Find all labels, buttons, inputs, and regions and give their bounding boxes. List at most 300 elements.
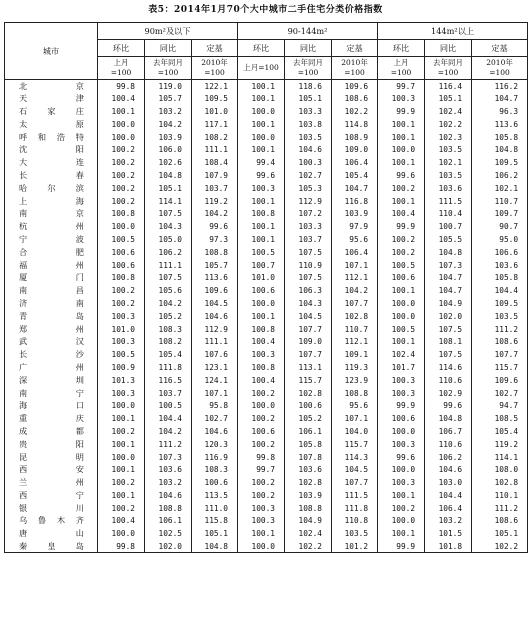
index-value-cell: 112.1	[332, 335, 378, 348]
index-value-cell: 101.5	[425, 527, 472, 540]
index-value-cell: 113.6	[472, 118, 528, 131]
index-value-cell: 110.6	[425, 438, 472, 451]
index-value-cell: 104.7	[472, 92, 528, 105]
base-2010-label: 2010年 =100	[192, 57, 238, 80]
index-value-cell: 90.7	[472, 220, 528, 233]
index-value-cell: 106.1	[285, 425, 332, 438]
index-value-cell: 103.9	[145, 131, 192, 144]
index-value-cell: 109.0	[332, 143, 378, 156]
table-row	[5, 527, 528, 540]
index-value-cell: 100.7	[238, 259, 285, 272]
index-value-cell: 102.2	[332, 105, 378, 118]
base-yoy-label: 去年同月 =100	[425, 57, 472, 80]
index-value-cell: 108.0	[472, 463, 528, 476]
city-name-cell: 合 肥	[5, 246, 98, 259]
index-value-cell: 104.8	[425, 246, 472, 259]
city-name-cell: 太 原	[5, 118, 98, 131]
index-value-cell: 100.0	[238, 105, 285, 118]
index-value-cell: 100.2	[378, 233, 425, 246]
index-value-cell: 100.4	[98, 515, 145, 528]
index-value-cell: 100.1	[98, 438, 145, 451]
city-name-cell: 沈 阳	[5, 143, 98, 156]
city-name-cell: 北 京	[5, 80, 98, 93]
city-name-cell: 秦皇岛	[5, 540, 98, 553]
table-row	[5, 335, 528, 348]
index-value-cell: 108.2	[192, 131, 238, 144]
index-value-cell: 105.0	[145, 233, 192, 246]
city-name-cell: 南 昌	[5, 284, 98, 297]
index-value-cell: 100.5	[98, 348, 145, 361]
table-row	[5, 297, 528, 310]
city-name-cell: 天 津	[5, 92, 98, 105]
index-value-cell: 97.9	[332, 220, 378, 233]
index-value-cell: 102.8	[285, 387, 332, 400]
city-name-cell: 西 宁	[5, 489, 98, 502]
index-value-cell: 100.1	[98, 463, 145, 476]
city-name-cell: 杭 州	[5, 220, 98, 233]
index-value-cell: 110.6	[425, 374, 472, 387]
table-row	[5, 361, 528, 374]
index-value-cell: 114.1	[145, 195, 192, 208]
index-value-cell: 111.2	[145, 438, 192, 451]
index-value-cell: 100.4	[238, 335, 285, 348]
index-value-cell: 109.5	[192, 92, 238, 105]
index-value-cell: 114.8	[332, 118, 378, 131]
index-value-cell: 97.3	[192, 233, 238, 246]
group-header-large: 144m²以上	[378, 23, 528, 40]
index-value-cell: 109.1	[332, 348, 378, 361]
table-row	[5, 259, 528, 272]
table-row	[5, 156, 528, 169]
index-value-cell: 100.4	[378, 207, 425, 220]
index-value-cell: 106.3	[285, 284, 332, 297]
index-value-cell: 105.2	[145, 310, 192, 323]
index-value-cell: 102.2	[285, 540, 332, 553]
index-value-cell: 100.2	[238, 438, 285, 451]
index-value-cell: 99.9	[378, 540, 425, 553]
index-value-cell: 100.2	[98, 169, 145, 182]
index-value-cell: 104.7	[332, 182, 378, 195]
index-value-cell: 100.1	[378, 284, 425, 297]
index-value-cell: 104.5	[192, 297, 238, 310]
index-value-cell: 111.5	[425, 195, 472, 208]
index-value-cell: 105.7	[192, 259, 238, 272]
index-value-cell: 102.9	[425, 387, 472, 400]
index-value-cell: 107.3	[145, 451, 192, 464]
city-name-cell: 石家庄	[5, 105, 98, 118]
table-row	[5, 412, 528, 425]
index-value-cell: 100.1	[238, 195, 285, 208]
index-value-cell: 106.6	[472, 246, 528, 259]
index-value-cell: 100.2	[98, 182, 145, 195]
index-value-cell: 100.3	[98, 310, 145, 323]
index-value-cell: 111.2	[472, 502, 528, 515]
index-value-cell: 100.0	[98, 451, 145, 464]
index-value-cell: 107.7	[472, 348, 528, 361]
index-value-cell: 100.2	[98, 143, 145, 156]
index-value-cell: 110.8	[332, 515, 378, 528]
index-value-cell: 102.8	[285, 476, 332, 489]
index-value-cell: 100.1	[238, 233, 285, 246]
index-value-cell: 108.6	[472, 515, 528, 528]
index-value-cell: 102.4	[285, 527, 332, 540]
table-row	[5, 515, 528, 528]
city-name-cell: 大 连	[5, 156, 98, 169]
city-name-cell: 成 都	[5, 425, 98, 438]
index-value-cell: 104.0	[332, 425, 378, 438]
index-value-cell: 95.6	[332, 233, 378, 246]
index-value-cell: 100.1	[238, 220, 285, 233]
index-value-cell: 108.9	[332, 131, 378, 144]
city-name-cell: 上 海	[5, 195, 98, 208]
index-value-cell: 111.1	[192, 143, 238, 156]
index-value-cell: 104.6	[145, 489, 192, 502]
subcol-yoy-header: 同比	[285, 40, 332, 57]
subcol-mom-header: 环比	[98, 40, 145, 57]
index-value-cell: 101.0	[192, 105, 238, 118]
table-row	[5, 425, 528, 438]
table-row	[5, 169, 528, 182]
index-value-cell: 100.0	[238, 297, 285, 310]
index-value-cell: 100.3	[285, 156, 332, 169]
index-value-cell: 107.5	[285, 246, 332, 259]
index-value-cell: 107.7	[332, 297, 378, 310]
index-value-cell: 102.3	[425, 131, 472, 144]
table-row	[5, 246, 528, 259]
table-row	[5, 323, 528, 336]
index-value-cell: 100.1	[98, 105, 145, 118]
index-value-cell: 99.9	[378, 220, 425, 233]
index-value-cell: 108.3	[145, 323, 192, 336]
index-value-cell: 107.6	[192, 348, 238, 361]
index-value-cell: 100.1	[378, 195, 425, 208]
table-row	[5, 143, 528, 156]
index-value-cell: 100.5	[378, 323, 425, 336]
index-value-cell: 116.4	[425, 80, 472, 93]
index-value-cell: 99.7	[378, 80, 425, 93]
index-value-cell: 100.5	[378, 259, 425, 272]
index-value-cell: 100.6	[98, 259, 145, 272]
index-value-cell: 108.8	[192, 246, 238, 259]
index-value-cell: 100.0	[238, 131, 285, 144]
index-value-cell: 100.2	[98, 195, 145, 208]
index-value-cell: 99.9	[378, 105, 425, 118]
index-value-cell: 112.9	[192, 323, 238, 336]
index-value-cell: 100.3	[238, 502, 285, 515]
index-value-cell: 104.6	[425, 463, 472, 476]
table-row	[5, 502, 528, 515]
index-value-cell: 108.4	[192, 156, 238, 169]
index-value-cell: 104.2	[192, 207, 238, 220]
index-value-cell: 102.7	[285, 169, 332, 182]
index-value-cell: 100.8	[98, 207, 145, 220]
index-value-cell: 94.7	[472, 399, 528, 412]
index-value-cell: 95.6	[332, 399, 378, 412]
index-value-cell: 107.7	[332, 476, 378, 489]
index-value-cell: 100.6	[192, 476, 238, 489]
table-row	[5, 374, 528, 387]
table-row	[5, 233, 528, 246]
index-value-cell: 103.8	[285, 118, 332, 131]
city-name-cell: 郑 州	[5, 323, 98, 336]
index-value-cell: 119.3	[332, 361, 378, 374]
index-value-cell: 100.3	[98, 335, 145, 348]
index-value-cell: 100.1	[238, 80, 285, 93]
index-value-cell: 104.7	[425, 271, 472, 284]
table-row	[5, 220, 528, 233]
index-value-cell: 119.0	[145, 80, 192, 93]
index-value-cell: 100.2	[238, 387, 285, 400]
index-value-cell: 108.1	[425, 335, 472, 348]
index-value-cell: 113.5	[192, 489, 238, 502]
table-body	[5, 80, 528, 553]
subcol-mom-header: 环比	[378, 40, 425, 57]
index-value-cell: 120.3	[192, 438, 238, 451]
table-row	[5, 348, 528, 361]
index-value-cell: 105.2	[285, 412, 332, 425]
index-value-cell: 109.5	[472, 297, 528, 310]
index-value-cell: 103.5	[472, 310, 528, 323]
subcol-base-header: 定基	[332, 40, 378, 57]
index-value-cell: 100.0	[98, 527, 145, 540]
table-title: 表5：2014年1月70个大中城市二手住宅分类价格指数	[148, 5, 383, 15]
index-value-cell: 100.6	[378, 412, 425, 425]
index-value-cell: 100.2	[378, 246, 425, 259]
index-value-cell: 113.1	[285, 361, 332, 374]
index-value-cell: 104.5	[332, 463, 378, 476]
index-value-cell: 99.7	[238, 463, 285, 476]
index-value-cell: 104.2	[145, 425, 192, 438]
index-value-cell: 103.2	[145, 476, 192, 489]
table-row	[5, 105, 528, 118]
index-value-cell: 105.4	[472, 425, 528, 438]
index-value-cell: 101.0	[238, 271, 285, 284]
subcol-yoy-header: 同比	[425, 40, 472, 57]
index-value-cell: 107.9	[192, 169, 238, 182]
city-column-header: 城市	[5, 23, 98, 80]
index-value-cell: 100.1	[378, 131, 425, 144]
index-value-cell: 104.2	[332, 284, 378, 297]
index-value-cell: 104.2	[145, 118, 192, 131]
index-value-cell: 103.7	[285, 233, 332, 246]
index-value-cell: 101.8	[425, 540, 472, 553]
index-value-cell: 100.0	[98, 220, 145, 233]
index-value-cell: 100.6	[238, 425, 285, 438]
city-name-cell: 西 安	[5, 463, 98, 476]
index-value-cell: 102.0	[145, 540, 192, 553]
index-value-cell: 117.1	[192, 118, 238, 131]
index-value-cell: 99.8	[98, 80, 145, 93]
index-value-cell: 100.3	[378, 476, 425, 489]
city-name-cell: 长 沙	[5, 348, 98, 361]
index-value-cell: 108.8	[332, 387, 378, 400]
index-value-cell: 105.1	[285, 92, 332, 105]
index-value-cell: 107.2	[285, 207, 332, 220]
index-value-cell: 104.8	[145, 169, 192, 182]
index-value-cell: 106.4	[425, 502, 472, 515]
index-value-cell: 104.9	[425, 297, 472, 310]
index-value-cell: 115.7	[332, 438, 378, 451]
table-row	[5, 92, 528, 105]
city-name-cell: 银 川	[5, 502, 98, 515]
index-value-cell: 113.6	[192, 271, 238, 284]
index-value-cell: 100.6	[285, 399, 332, 412]
index-value-cell: 104.7	[425, 284, 472, 297]
index-value-cell: 111.1	[145, 259, 192, 272]
index-value-cell: 104.6	[285, 143, 332, 156]
index-value-cell: 100.1	[238, 92, 285, 105]
table-row	[5, 387, 528, 400]
index-value-cell: 108.8	[145, 502, 192, 515]
table-row	[5, 195, 528, 208]
index-value-cell: 100.6	[378, 271, 425, 284]
city-name-cell: 广 州	[5, 361, 98, 374]
table-row	[5, 310, 528, 323]
index-value-cell: 110.4	[425, 207, 472, 220]
index-value-cell: 111.2	[472, 323, 528, 336]
index-value-cell: 100.3	[238, 515, 285, 528]
subcol-yoy-header: 同比	[145, 40, 192, 57]
base-mom-label: 上月=100	[238, 57, 285, 80]
index-value-cell: 100.1	[378, 527, 425, 540]
index-value-cell: 100.1	[98, 489, 145, 502]
index-value-cell: 104.8	[472, 143, 528, 156]
index-value-cell: 100.8	[238, 361, 285, 374]
index-value-cell: 99.6	[238, 169, 285, 182]
index-value-cell: 105.1	[145, 182, 192, 195]
index-value-cell: 109.7	[472, 207, 528, 220]
index-value-cell: 100.9	[98, 361, 145, 374]
table-row	[5, 489, 528, 502]
index-value-cell: 100.1	[378, 489, 425, 502]
index-value-cell: 100.0	[98, 131, 145, 144]
subcol-base-header: 定基	[192, 40, 238, 57]
index-value-cell: 106.2	[145, 246, 192, 259]
index-value-cell: 104.9	[285, 515, 332, 528]
index-value-cell: 106.2	[425, 451, 472, 464]
index-value-cell: 107.3	[425, 259, 472, 272]
index-value-cell: 100.3	[378, 387, 425, 400]
index-value-cell: 103.7	[192, 182, 238, 195]
index-value-cell: 100.0	[98, 399, 145, 412]
index-value-cell: 100.3	[238, 348, 285, 361]
index-value-cell: 108.8	[285, 502, 332, 515]
index-value-cell: 106.4	[332, 156, 378, 169]
index-value-cell: 103.6	[285, 463, 332, 476]
index-value-cell: 114.1	[472, 451, 528, 464]
index-value-cell: 103.6	[425, 182, 472, 195]
index-value-cell: 100.7	[425, 220, 472, 233]
index-value-cell: 106.7	[425, 425, 472, 438]
index-value-cell: 100.8	[98, 271, 145, 284]
index-value-cell: 104.5	[285, 310, 332, 323]
index-value-cell: 103.5	[285, 131, 332, 144]
city-name-cell: 哈尔滨	[5, 182, 98, 195]
index-value-cell: 104.6	[192, 425, 238, 438]
index-value-cell: 109.0	[285, 335, 332, 348]
index-value-cell: 107.1	[192, 387, 238, 400]
index-value-cell: 105.5	[425, 233, 472, 246]
index-value-cell: 102.7	[472, 387, 528, 400]
city-name-cell: 昆 明	[5, 451, 98, 464]
index-value-cell: 105.1	[425, 92, 472, 105]
city-name-cell: 长 春	[5, 169, 98, 182]
index-value-cell: 105.3	[285, 182, 332, 195]
index-value-cell: 104.8	[425, 412, 472, 425]
city-name-cell: 厦 门	[5, 271, 98, 284]
index-value-cell: 107.7	[285, 348, 332, 361]
index-value-cell: 103.6	[472, 259, 528, 272]
index-value-cell: 107.1	[332, 412, 378, 425]
index-value-cell: 109.6	[472, 374, 528, 387]
city-name-cell: 呼和浩特	[5, 131, 98, 144]
index-value-cell: 103.3	[285, 220, 332, 233]
index-value-cell: 106.2	[472, 169, 528, 182]
index-value-cell: 109.6	[332, 80, 378, 93]
index-value-cell: 102.1	[425, 156, 472, 169]
index-value-cell: 100.4	[238, 374, 285, 387]
index-value-cell: 100.2	[98, 425, 145, 438]
base-2010-label: 2010年 =100	[472, 57, 528, 80]
index-value-cell: 111.8	[145, 361, 192, 374]
index-value-cell: 100.2	[238, 489, 285, 502]
index-value-cell: 102.5	[145, 527, 192, 540]
group-header-medium: 90-144m²	[238, 23, 378, 40]
index-value-cell: 119.2	[192, 195, 238, 208]
index-value-cell: 104.3	[145, 220, 192, 233]
index-value-cell: 108.6	[332, 92, 378, 105]
index-value-cell: 103.3	[285, 105, 332, 118]
index-value-cell: 102.4	[425, 105, 472, 118]
index-value-cell: 102.0	[425, 310, 472, 323]
index-value-cell: 116.8	[332, 195, 378, 208]
index-value-cell: 100.0	[378, 310, 425, 323]
index-value-cell: 107.1	[332, 259, 378, 272]
index-value-cell: 114.6	[425, 361, 472, 374]
table-row	[5, 131, 528, 144]
index-value-cell: 100.0	[378, 515, 425, 528]
index-value-cell: 102.2	[472, 540, 528, 553]
index-value-cell: 101.7	[378, 361, 425, 374]
index-value-cell: 100.1	[238, 143, 285, 156]
index-value-cell: 100.3	[378, 92, 425, 105]
index-value-cell: 105.8	[285, 438, 332, 451]
index-value-cell: 100.0	[98, 118, 145, 131]
index-value-cell: 100.2	[98, 156, 145, 169]
base-yoy-label: 去年同月 =100	[285, 57, 332, 80]
index-value-cell: 100.4	[98, 92, 145, 105]
table-row	[5, 399, 528, 412]
index-value-cell: 99.6	[378, 169, 425, 182]
index-value-cell: 100.0	[378, 143, 425, 156]
index-value-cell: 104.2	[145, 297, 192, 310]
index-value-cell: 100.1	[238, 527, 285, 540]
index-value-cell: 102.4	[378, 348, 425, 361]
index-value-cell: 112.1	[332, 271, 378, 284]
subcol-mom-header: 环比	[238, 40, 285, 57]
city-name-cell: 重 庆	[5, 412, 98, 425]
table-row	[5, 118, 528, 131]
index-value-cell: 100.2	[98, 297, 145, 310]
index-value-cell: 105.4	[145, 348, 192, 361]
index-value-cell: 101.0	[98, 323, 145, 336]
table-row	[5, 438, 528, 451]
index-value-cell: 100.5	[238, 246, 285, 259]
index-value-cell: 110.7	[472, 195, 528, 208]
index-value-cell: 107.5	[145, 207, 192, 220]
index-value-cell: 107.5	[285, 271, 332, 284]
index-value-cell: 111.0	[192, 502, 238, 515]
